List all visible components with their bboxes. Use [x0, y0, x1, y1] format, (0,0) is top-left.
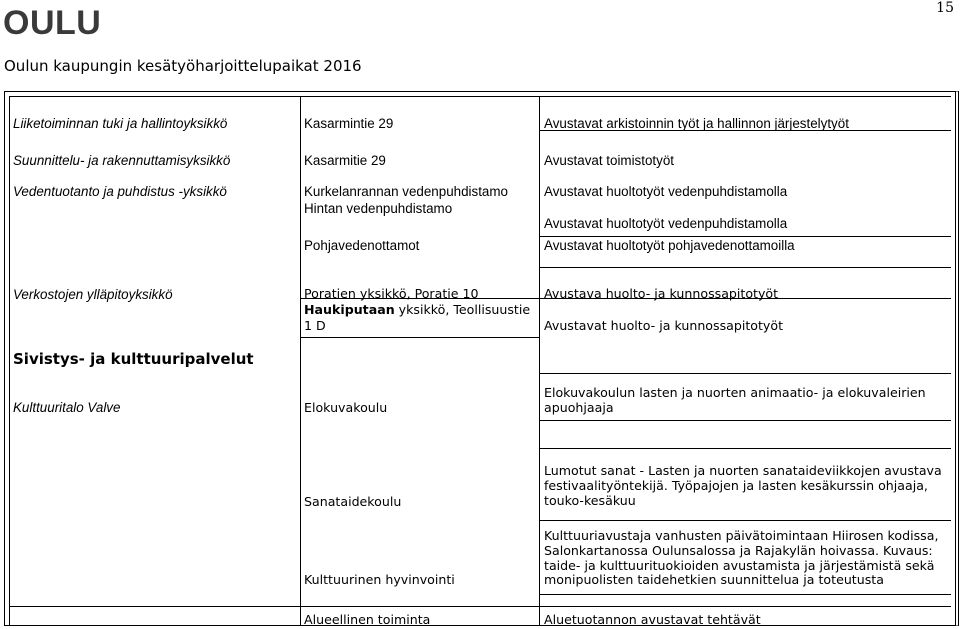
task-cell: Avustavat huoltotyöt vedenpuhdistamolla — [544, 216, 788, 231]
place-cell: Alueellinen toiminta — [304, 612, 431, 627]
place-cell: Kasarmitie 29 — [304, 153, 386, 168]
place-cell: Hintan vedenpuhdistamo — [304, 201, 453, 216]
unit-cell: Vedentuotanto ja puhdistus -yksikkö — [13, 184, 227, 199]
task-cell: Avustavat huoltotyöt vedenpuhdistamolla — [544, 184, 788, 199]
place-cell — [304, 302, 530, 317]
task-cell: apuohjaaja — [544, 400, 614, 415]
column-divider — [539, 96, 540, 626]
task-cell: Lumotut sanat - Lasten ja nuorten sanataideviikkojen avustava — [544, 463, 942, 478]
row-divider — [539, 236, 951, 237]
row-divider — [300, 337, 539, 338]
place-cell: Poratien yksikkö, Poratie 10 — [304, 286, 479, 301]
task-cell: touko-kesäkuu — [544, 493, 636, 508]
unit-cell: Liiketoiminnan tuki ja hallintoyksikkö — [13, 116, 228, 131]
row-divider — [9, 606, 951, 607]
task-cell: Avustavat arkistoinnin työt ja hallinnon järjestelytyöt — [544, 116, 849, 131]
row-divider — [539, 520, 951, 521]
task-cell: taide- ja kulttuurituokioiden avustamista ja järjestämistä sekä — [544, 558, 935, 573]
place-cell: Sanataidekoulu — [304, 494, 402, 509]
place-cell: Kasarmintie 29 — [304, 116, 394, 131]
document-subtitle: Oulun kaupungin kesätyöharjoittelupaikat 2016 — [4, 57, 362, 75]
document-title: OULU — [3, 4, 102, 42]
place-bold-text: Haukiputaan — [304, 302, 395, 317]
page-number: 15 — [936, 0, 954, 16]
task-cell: Avustava huolto- ja kunnossapitotyöt — [544, 286, 779, 301]
row-divider — [539, 420, 951, 421]
unit-cell: Verkostojen ylläpitoyksikkö — [13, 287, 173, 302]
row-divider — [9, 96, 951, 97]
task-cell: Avustavat huolto- ja kunnossapitotyöt — [544, 318, 784, 333]
task-cell: Kulttuuriavustaja vanhusten päivätoimintaan Hiirosen kodissa, — [544, 528, 939, 543]
place-cell: Kulttuurinen hyvinvointi — [304, 572, 455, 587]
task-cell: Aluetuotannon avustavat tehtävät — [544, 612, 761, 627]
unit-cell: Suunnittelu- ja rakennuttamisyksikkö — [13, 153, 231, 168]
unit-cell: Kulttuuritalo Valve — [13, 400, 121, 415]
section-heading: Sivistys- ja kulttuuripalvelut — [13, 350, 254, 368]
row-divider — [539, 448, 951, 449]
task-cell: Avustavat toimistotyöt — [544, 153, 674, 168]
column-divider — [300, 96, 301, 626]
place-cell: 1 D — [304, 318, 326, 333]
row-divider — [539, 373, 951, 374]
task-cell: Avustavat huoltotyöt pohjavedenottamoilla — [544, 238, 795, 253]
row-divider — [539, 267, 951, 268]
place-rest-text: yksikkö, Teollisuustie — [394, 302, 531, 317]
task-cell: festivaalityöntekijä. Työpajojen ja lasten kesäkurssin ohjaaja, — [544, 478, 928, 493]
row-divider — [539, 594, 951, 595]
place-cell: Pohjavedenottamot — [304, 238, 420, 253]
task-cell: Elokuvakoulun lasten ja nuorten animaatio- ja elokuvaleirien — [544, 385, 926, 400]
task-cell: monipuolisten taidehetkien suunnittelua ja toteutusta — [544, 572, 884, 587]
task-cell: Salonkartanossa Oulunsalossa ja Rajakylän hoivassa. Kuvaus: — [544, 543, 933, 558]
place-cell: Kurkelanrannan vedenpuhdistamo — [304, 184, 508, 199]
place-cell: Elokuvakoulu — [304, 400, 388, 415]
